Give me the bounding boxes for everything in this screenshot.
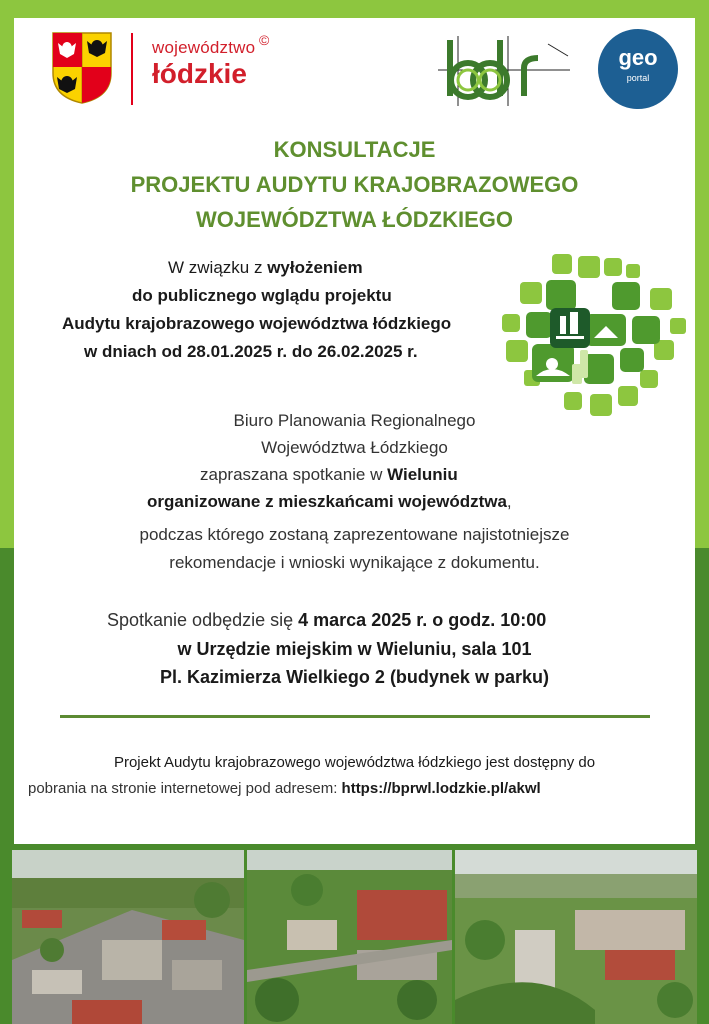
footer-link[interactable]: https://bprwl.lodzkie.pl/akwl (341, 780, 541, 797)
footer-line2-a: pobrania na stronie internetowej pod adresem: (28, 780, 342, 797)
invite-line3-b: Wieluniu (387, 465, 458, 484)
meeting-line2: w Urzędzie miejskim w Wieluniu, sala 101 (177, 639, 532, 659)
meeting-line1 (107, 610, 546, 631)
title-line2: PROJEKTU AUDYTU KRAJOBRAZOWEGO (130, 172, 579, 197)
meeting-line1-a: Spotkanie odbędzie się (107, 610, 299, 630)
title-line1: KONSULTACJE (273, 137, 436, 162)
meeting-line1-b: 4 marca 2025 r. o godz. 10:00 (298, 610, 547, 630)
invite-line2: Województwa Łódzkiego (261, 438, 448, 457)
intro-line1-a: W związku z (168, 258, 268, 277)
header-divider (131, 33, 133, 105)
brand-line2: łódzkie (152, 58, 247, 89)
coat-of-arms-icon (51, 31, 113, 105)
geoportal-logo (598, 29, 678, 109)
invite-line4-a: organizowane z mieszkańcami województwa (147, 492, 507, 511)
brand-copyright: © (259, 32, 270, 48)
intro-line3: Audytu krajobrazowego województwa łódzkiego (62, 314, 452, 333)
invite-line5: podczas którego zostaną zaprezentowane najistotniejsze (139, 525, 570, 544)
meeting-line3: Pl. Kazimierza Wielkiego 2 (budynek w parku) (160, 667, 549, 687)
invite-line3 (200, 465, 458, 485)
landscape-tiles-icon (500, 252, 688, 422)
photo-town-aerial-3 (455, 850, 697, 1024)
geoportal-subtext: portal (626, 73, 650, 83)
section-rule (60, 715, 650, 718)
brand-line1: województwo (152, 38, 256, 57)
invite-line6: rekomendacje i wnioski wynikające z dokumentu. (169, 553, 540, 572)
photo-town-aerial-2 (247, 850, 452, 1024)
invite-line4 (147, 492, 512, 512)
footer-line2 (28, 780, 541, 797)
footer-line1: Projekt Audytu krajobrazowego województwa łódzkiego jest dostępny do (113, 754, 596, 771)
photo-town-aerial-1 (12, 850, 244, 1024)
invite-line3-a: zapraszana spotkanie w (200, 465, 388, 484)
intro-line1 (168, 258, 363, 278)
intro-line1-b: wyłożeniem (267, 258, 363, 277)
title-line3: WOJEWÓDZTWA ŁÓDZKIEGO (196, 207, 513, 232)
invite-line4-b: , (506, 492, 512, 511)
bpr-logo-icon (438, 36, 570, 106)
intro-line2: do publicznego wglądu projektu (132, 286, 392, 305)
intro-line4: w dniach od 28.01.2025 r. do 26.02.2025 r. (84, 342, 418, 361)
geoportal-text: geo (618, 45, 658, 70)
invite-line1: Biuro Planowania Regionalnego (233, 411, 476, 430)
